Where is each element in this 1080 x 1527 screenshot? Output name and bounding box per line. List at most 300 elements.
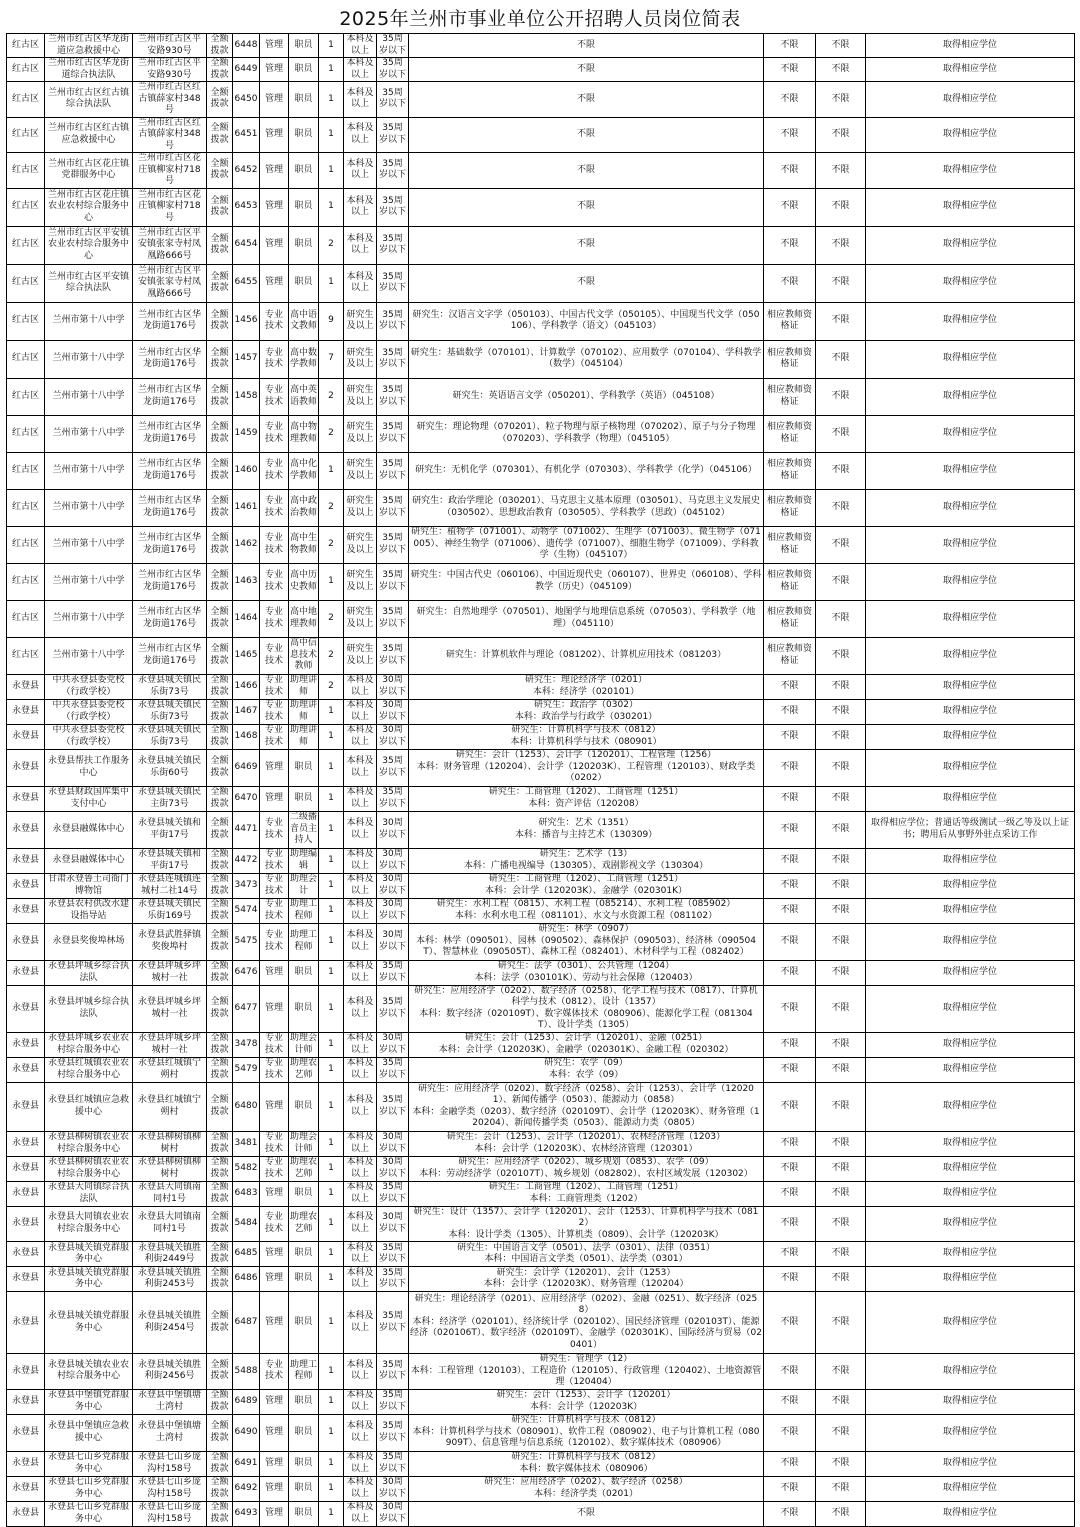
post-name-cell: 助理农艺师 <box>289 1206 319 1242</box>
count-cell: 1 <box>319 1476 344 1501</box>
requirement-cell: 研究生：政治学理论（030201）、马克思主义基本原理（030501）、马克思主义发展史（030502）、思想政治教育（030505）、学科教学（思政）（045102） <box>409 489 764 526</box>
post-type-cell: 管理 <box>260 1414 289 1451</box>
district-cell: 红古区 <box>7 340 45 378</box>
address-cell: 永登县中堡镇塘土湾村 <box>133 1389 207 1414</box>
post-type-cell: 专业技术 <box>260 378 289 415</box>
table-row <box>7 34 1075 58</box>
post-type-cell: 管理 <box>260 34 289 58</box>
district-cell: 永登县 <box>7 1501 45 1526</box>
funding-cell: 全额拨款 <box>207 1267 233 1292</box>
note-cell: 取得相应学位 <box>866 1131 1075 1156</box>
education-cell: 本科及以上 <box>344 117 377 153</box>
address-cell: 兰州市红古区华龙街道176号 <box>133 340 207 378</box>
age-cell: 30周岁以下 <box>377 1032 409 1057</box>
unit-cell: 兰州市第十八中学 <box>45 600 133 637</box>
table-row <box>7 724 1075 749</box>
address-cell: 兰州市红古区华龙街道176号 <box>133 563 207 600</box>
certificate-cell: 不限 <box>764 786 816 811</box>
age-cell: 35周岁以下 <box>377 526 409 563</box>
funding-cell: 全额拨款 <box>207 1181 233 1206</box>
post-code-cell: 5479 <box>233 1057 260 1082</box>
funding-cell: 全额拨款 <box>207 34 233 58</box>
post-code-cell: 1464 <box>233 600 260 637</box>
requirement-cell: 不限 <box>409 1501 764 1526</box>
address-cell: 永登县红城镇宁朔村 <box>133 1082 207 1131</box>
note-cell: 取得相应学位 <box>866 58 1075 82</box>
address-cell: 永登县柳树镇柳树村 <box>133 1156 207 1181</box>
age-cell: 35周岁以下 <box>377 563 409 600</box>
unit-cell: 兰州市红古区华龙街道综合执法队 <box>45 58 133 82</box>
age-cell: 35周岁以下 <box>377 302 409 340</box>
count-cell: 7 <box>319 340 344 378</box>
certificate-cell: 不限 <box>764 1451 816 1476</box>
address-cell: 永登县城关镇和平街17号 <box>133 811 207 848</box>
post-code-cell: 5475 <box>233 923 260 960</box>
post-name-cell: 职员 <box>289 786 319 811</box>
certificate-cell: 不限 <box>764 1082 816 1131</box>
requirement-cell: 研究生：艺术学（13） 本科：广播电视编导（130305）、戏剧影视文学（130304） <box>409 848 764 873</box>
table-row <box>7 699 1075 724</box>
other-cell: 不限 <box>816 674 866 699</box>
district-cell: 红古区 <box>7 34 45 58</box>
other-cell: 不限 <box>816 302 866 340</box>
post-type-cell: 专业技术 <box>260 489 289 526</box>
unit-cell: 兰州市第十八中学 <box>45 340 133 378</box>
address-cell: 永登县七山乡庞沟村158号 <box>133 1451 207 1476</box>
funding-cell: 全额拨款 <box>207 674 233 699</box>
table-row <box>7 563 1075 600</box>
certificate-cell: 不限 <box>764 1032 816 1057</box>
requirement-cell: 研究生：英语语言文学（050201）、学科教学（英语）（045108） <box>409 378 764 415</box>
district-cell: 红古区 <box>7 378 45 415</box>
post-name-cell: 职员 <box>289 153 319 189</box>
post-type-cell: 管理 <box>260 117 289 153</box>
post-name-cell: 职员 <box>289 58 319 82</box>
unit-cell: 中共永登县委党校（行政学校） <box>45 724 133 749</box>
funding-cell: 全额拨款 <box>207 1414 233 1451</box>
certificate-cell: 相应教师资格证 <box>764 637 816 674</box>
post-name-cell: 高中信息技术教师 <box>289 637 319 674</box>
count-cell: 2 <box>319 600 344 637</box>
age-cell: 35周岁以下 <box>377 340 409 378</box>
note-cell: 取得相应学位 <box>866 1451 1075 1476</box>
post-type-cell: 专业技术 <box>260 526 289 563</box>
address-cell: 兰州市红古区平安路930号 <box>133 58 207 82</box>
district-cell: 永登县 <box>7 1156 45 1181</box>
certificate-cell: 不限 <box>764 873 816 898</box>
district-cell: 永登县 <box>7 1451 45 1476</box>
address-cell: 永登县城关镇民乐街60号 <box>133 749 207 786</box>
table-row <box>7 749 1075 786</box>
funding-cell: 全额拨款 <box>207 749 233 786</box>
other-cell: 不限 <box>816 415 866 452</box>
note-cell: 取得相应学位 <box>866 674 1075 699</box>
post-name-cell: 助理工程师 <box>289 1354 319 1390</box>
certificate-cell: 不限 <box>764 1267 816 1292</box>
district-cell: 红古区 <box>7 563 45 600</box>
post-code-cell: 3481 <box>233 1131 260 1156</box>
age-cell: 35周岁以下 <box>377 153 409 189</box>
table-row <box>7 1206 1075 1242</box>
post-type-cell: 专业技术 <box>260 848 289 873</box>
age-cell: 35周岁以下 <box>377 117 409 153</box>
certificate-cell: 不限 <box>764 811 816 848</box>
other-cell: 不限 <box>816 1206 866 1242</box>
address-cell: 兰州市红古区平安路930号 <box>133 34 207 58</box>
unit-cell: 兰州市第十八中学 <box>45 302 133 340</box>
certificate-cell: 不限 <box>764 1414 816 1451</box>
address-cell: 永登县七山乡庞沟村158号 <box>133 1501 207 1526</box>
table-row <box>7 1082 1075 1131</box>
note-cell: 取得相应学位 <box>866 960 1075 985</box>
age-cell: 35周岁以下 <box>377 600 409 637</box>
requirement-cell: 不限 <box>409 153 764 189</box>
table-row <box>7 489 1075 526</box>
unit-cell: 兰州市第十八中学 <box>45 563 133 600</box>
funding-cell: 全额拨款 <box>207 724 233 749</box>
post-name-cell: 职员 <box>289 1242 319 1267</box>
other-cell: 不限 <box>816 34 866 58</box>
certificate-cell: 相应教师资格证 <box>764 415 816 452</box>
district-cell: 永登县 <box>7 1131 45 1156</box>
table-row <box>7 786 1075 811</box>
education-cell: 本科及以上 <box>344 1206 377 1242</box>
post-type-cell: 专业技术 <box>260 1354 289 1390</box>
post-name-cell: 职员 <box>289 117 319 153</box>
address-cell: 永登县柳树镇柳树村 <box>133 1131 207 1156</box>
table-row <box>7 960 1075 985</box>
funding-cell: 全额拨款 <box>207 786 233 811</box>
funding-cell: 全额拨款 <box>207 1389 233 1414</box>
other-cell: 不限 <box>816 749 866 786</box>
post-code-cell: 6455 <box>233 264 260 302</box>
certificate-cell: 相应教师资格证 <box>764 489 816 526</box>
funding-cell: 全额拨款 <box>207 153 233 189</box>
certificate-cell: 不限 <box>764 848 816 873</box>
post-code-cell: 6454 <box>233 226 260 264</box>
note-cell: 取得相应学位 <box>866 117 1075 153</box>
table-row <box>7 985 1075 1032</box>
post-type-cell: 管理 <box>260 1501 289 1526</box>
funding-cell: 全额拨款 <box>207 848 233 873</box>
certificate-cell: 不限 <box>764 188 816 226</box>
education-cell: 本科及以上 <box>344 960 377 985</box>
post-type-cell: 管理 <box>260 226 289 264</box>
requirement-cell: 研究生：会计（1253）、会计学（120201） 本科：会计学（120203K） <box>409 1389 764 1414</box>
district-cell: 永登县 <box>7 1057 45 1082</box>
post-code-cell: 6451 <box>233 117 260 153</box>
requirement-cell: 研究生：水利工程（0815）、水利工程（085214）、水利工程（085902） 本科：水利水电工程（081101）、水文与水资源工程（081102） <box>409 898 764 923</box>
address-cell: 永登县城关镇民乐街73号 <box>133 724 207 749</box>
funding-cell: 全额拨款 <box>207 1242 233 1267</box>
post-code-cell: 1461 <box>233 489 260 526</box>
district-cell: 永登县 <box>7 960 45 985</box>
count-cell: 1 <box>319 1181 344 1206</box>
age-cell: 30周岁以下 <box>377 1476 409 1501</box>
post-type-cell: 专业技术 <box>260 873 289 898</box>
education-cell: 本科及以上 <box>344 1032 377 1057</box>
count-cell: 1 <box>319 58 344 82</box>
unit-cell: 中共永登县委党校（行政学校） <box>45 699 133 724</box>
certificate-cell: 相应教师资格证 <box>764 302 816 340</box>
post-code-cell: 6470 <box>233 786 260 811</box>
table-row <box>7 452 1075 489</box>
table-row <box>7 873 1075 898</box>
education-cell: 本科及以上 <box>344 699 377 724</box>
age-cell: 30周岁以下 <box>377 674 409 699</box>
education-cell: 本科及以上 <box>344 848 377 873</box>
positions-table-body <box>7 34 1075 1527</box>
address-cell: 永登县城关镇胜利街2453号 <box>133 1267 207 1292</box>
funding-cell: 全额拨款 <box>207 873 233 898</box>
district-cell: 永登县 <box>7 1389 45 1414</box>
note-cell: 取得相应学位 <box>866 526 1075 563</box>
funding-cell: 全额拨款 <box>207 1057 233 1082</box>
requirement-cell: 研究生：会计（1253）、会计学（120201）、工程管理（1256） 本科：财务管理（120204）、会计学（120203K）、工程管理（120103）、财政学类（0202） <box>409 749 764 786</box>
note-cell: 取得相应学位 <box>866 724 1075 749</box>
unit-cell: 永登县柳树镇农业农村综合服务中心 <box>45 1156 133 1181</box>
unit-cell: 永登县七山乡党群服务中心 <box>45 1476 133 1501</box>
count-cell: 1 <box>319 873 344 898</box>
address-cell: 永登县城关镇民乐街169号 <box>133 898 207 923</box>
count-cell: 1 <box>319 1057 344 1082</box>
post-code-cell: 6453 <box>233 188 260 226</box>
count-cell: 2 <box>319 415 344 452</box>
education-cell: 本科及以上 <box>344 1156 377 1181</box>
table-row <box>7 1389 1075 1414</box>
education-cell: 本科及以上 <box>344 264 377 302</box>
unit-cell: 兰州市第十八中学 <box>45 378 133 415</box>
note-cell: 取得相应学位 <box>866 1267 1075 1292</box>
requirement-cell: 研究生：无机化学（070301）、有机化学（070303）、学科教学（化学）（045106） <box>409 452 764 489</box>
other-cell: 不限 <box>816 1032 866 1057</box>
requirement-cell: 研究生：法学（0301）、公共管理（1204） 本科：法学（030101K）、劳动与社会保障（120403） <box>409 960 764 985</box>
post-code-cell: 6477 <box>233 985 260 1032</box>
post-type-cell: 专业技术 <box>260 923 289 960</box>
requirement-cell: 研究生：中国古代史（060106）、中国近现代史（060107）、世界史（060108）、学科教学（历史）（045109） <box>409 563 764 600</box>
other-cell: 不限 <box>816 1389 866 1414</box>
other-cell: 不限 <box>816 724 866 749</box>
certificate-cell: 相应教师资格证 <box>764 526 816 563</box>
unit-cell: 永登县中堡镇党群服务中心 <box>45 1389 133 1414</box>
unit-cell: 永登县红城镇农业农村综合服务中心 <box>45 1057 133 1082</box>
funding-cell: 全额拨款 <box>207 415 233 452</box>
education-cell: 本科及以上 <box>344 34 377 58</box>
district-cell: 红古区 <box>7 188 45 226</box>
education-cell: 本科及以上 <box>344 188 377 226</box>
other-cell: 不限 <box>816 1414 866 1451</box>
post-name-cell: 高中英语教师 <box>289 378 319 415</box>
certificate-cell: 不限 <box>764 264 816 302</box>
table-row <box>7 1451 1075 1476</box>
table-row <box>7 188 1075 226</box>
funding-cell: 全额拨款 <box>207 637 233 674</box>
post-name-cell: 高中化学教师 <box>289 452 319 489</box>
table-row <box>7 1032 1075 1057</box>
note-cell: 取得相应学位 <box>866 1156 1075 1181</box>
age-cell: 35周岁以下 <box>377 58 409 82</box>
age-cell: 35周岁以下 <box>377 415 409 452</box>
requirement-cell: 研究生：工商管理（1202）、工商管理（1251） 本科：会计学（120203K）、金融学（020301K） <box>409 873 764 898</box>
requirement-cell: 不限 <box>409 58 764 82</box>
other-cell: 不限 <box>816 563 866 600</box>
count-cell: 1 <box>319 1501 344 1526</box>
requirement-cell: 研究生：计算机科学与技术（0812） 本科：数字媒体技术（080906） <box>409 1451 764 1476</box>
requirement-cell: 不限 <box>409 82 764 118</box>
note-cell: 取得相应学位 <box>866 1057 1075 1082</box>
note-cell: 取得相应学位 <box>866 415 1075 452</box>
district-cell: 红古区 <box>7 153 45 189</box>
note-cell: 取得相应学位 <box>866 1414 1075 1451</box>
age-cell: 30周岁以下 <box>377 848 409 873</box>
post-code-cell: 6490 <box>233 1414 260 1451</box>
note-cell: 取得相应学位 <box>866 699 1075 724</box>
education-cell: 研究生及以上 <box>344 637 377 674</box>
table-row <box>7 58 1075 82</box>
note-cell: 取得相应学位 <box>866 923 1075 960</box>
funding-cell: 全额拨款 <box>207 226 233 264</box>
district-cell: 红古区 <box>7 264 45 302</box>
certificate-cell: 不限 <box>764 1156 816 1181</box>
post-type-cell: 管理 <box>260 264 289 302</box>
funding-cell: 全额拨款 <box>207 898 233 923</box>
post-code-cell: 6491 <box>233 1451 260 1476</box>
post-code-cell: 5482 <box>233 1156 260 1181</box>
education-cell: 本科及以上 <box>344 1181 377 1206</box>
unit-cell: 兰州市第十八中学 <box>45 489 133 526</box>
post-type-cell: 专业技术 <box>260 1131 289 1156</box>
certificate-cell: 不限 <box>764 1131 816 1156</box>
requirement-cell: 研究生：艺术（1351） 本科：播音与主持艺术（130309） <box>409 811 764 848</box>
table-row <box>7 1181 1075 1206</box>
address-cell: 兰州市红古区平安镇张家寺村凤凰路666号 <box>133 226 207 264</box>
count-cell: 2 <box>319 526 344 563</box>
count-cell: 1 <box>319 1206 344 1242</box>
page-title: 2025年兰州市事业单位公开招聘人员岗位简表 <box>339 8 741 30</box>
count-cell: 1 <box>319 1451 344 1476</box>
table-row <box>7 1501 1075 1526</box>
requirement-cell: 研究生：汉语言文字学（050103）、中国古代文学（050105）、中国现当代文学（050106）、学科教学（语文）（045103） <box>409 302 764 340</box>
table-row <box>7 811 1075 848</box>
district-cell: 红古区 <box>7 526 45 563</box>
education-cell: 本科及以上 <box>344 1057 377 1082</box>
post-name-cell: 职员 <box>289 1292 319 1354</box>
other-cell: 不限 <box>816 188 866 226</box>
other-cell: 不限 <box>816 985 866 1032</box>
note-cell: 取得相应学位 <box>866 1032 1075 1057</box>
education-cell: 研究生及以上 <box>344 489 377 526</box>
address-cell: 永登县城关镇胜利街2449号 <box>133 1242 207 1267</box>
post-code-cell: 6469 <box>233 749 260 786</box>
count-cell: 1 <box>319 786 344 811</box>
certificate-cell: 不限 <box>764 960 816 985</box>
note-cell: 取得相应学位 <box>866 898 1075 923</box>
note-cell: 取得相应学位 <box>866 188 1075 226</box>
unit-cell: 永登县城关镇党群服务中心 <box>45 1292 133 1354</box>
other-cell: 不限 <box>816 1181 866 1206</box>
unit-cell: 兰州市第十八中学 <box>45 452 133 489</box>
post-code-cell: 1457 <box>233 340 260 378</box>
post-type-cell: 管理 <box>260 1476 289 1501</box>
address-cell: 永登县大同镇南同村1号 <box>133 1181 207 1206</box>
education-cell: 本科及以上 <box>344 1131 377 1156</box>
unit-cell: 永登县坪城乡综合执法队 <box>45 960 133 985</box>
funding-cell: 全额拨款 <box>207 1082 233 1131</box>
address-cell: 兰州市红古区花庄镇柳家村718号 <box>133 153 207 189</box>
other-cell: 不限 <box>816 1476 866 1501</box>
note-cell: 取得相应学位 <box>866 82 1075 118</box>
funding-cell: 全额拨款 <box>207 188 233 226</box>
address-cell: 永登县城关镇民乐街73号 <box>133 674 207 699</box>
post-name-cell: 高中政治教师 <box>289 489 319 526</box>
age-cell: 35周岁以下 <box>377 452 409 489</box>
age-cell: 35周岁以下 <box>377 1082 409 1131</box>
age-cell: 30周岁以下 <box>377 699 409 724</box>
post-type-cell: 专业技术 <box>260 811 289 848</box>
district-cell: 永登县 <box>7 985 45 1032</box>
certificate-cell: 不限 <box>764 674 816 699</box>
note-cell: 取得相应学位 <box>866 563 1075 600</box>
unit-cell: 兰州市红古区红古镇综合执法队 <box>45 82 133 118</box>
age-cell: 35周岁以下 <box>377 1292 409 1354</box>
other-cell: 不限 <box>816 1501 866 1526</box>
age-cell: 35周岁以下 <box>377 34 409 58</box>
post-name-cell: 职员 <box>289 1267 319 1292</box>
unit-cell: 永登县帮扶工作服务中心 <box>45 749 133 786</box>
certificate-cell: 不限 <box>764 1181 816 1206</box>
address-cell: 兰州市红古区华龙街道176号 <box>133 600 207 637</box>
table-row <box>7 117 1075 153</box>
requirement-cell: 研究生：计算机软件与理论（081202）、计算机应用技术（081203） <box>409 637 764 674</box>
education-cell: 研究生及以上 <box>344 340 377 378</box>
post-type-cell: 管理 <box>260 1451 289 1476</box>
post-code-cell: 1458 <box>233 378 260 415</box>
age-cell: 35周岁以下 <box>377 786 409 811</box>
post-type-cell: 管理 <box>260 1082 289 1131</box>
requirement-cell: 研究生：管理学（12） 本科：工程管理（120103）、工程造价（120105）、行政管理（120402）、土地资源管理（120404） <box>409 1354 764 1390</box>
district-cell: 红古区 <box>7 600 45 637</box>
address-cell: 永登县城关镇民主街73号 <box>133 786 207 811</box>
certificate-cell: 不限 <box>764 1242 816 1267</box>
age-cell: 35周岁以下 <box>377 1057 409 1082</box>
certificate-cell: 相应教师资格证 <box>764 340 816 378</box>
district-cell: 永登县 <box>7 1476 45 1501</box>
address-cell: 永登县中堡镇塘土湾村 <box>133 1414 207 1451</box>
post-type-cell: 专业技术 <box>260 340 289 378</box>
post-type-cell: 管理 <box>260 188 289 226</box>
other-cell: 不限 <box>816 873 866 898</box>
post-code-cell: 1465 <box>233 637 260 674</box>
certificate-cell: 不限 <box>764 1476 816 1501</box>
education-cell: 本科及以上 <box>344 1389 377 1414</box>
unit-cell: 永登县红城镇应急救援中心 <box>45 1082 133 1131</box>
district-cell: 红古区 <box>7 82 45 118</box>
education-cell: 研究生及以上 <box>344 526 377 563</box>
other-cell: 不限 <box>816 117 866 153</box>
age-cell: 30周岁以下 <box>377 1206 409 1242</box>
requirement-cell: 研究生：会计学（120201）、会计（1253） 本科：会计学（120203K）、财务管理（120204） <box>409 1267 764 1292</box>
post-type-cell: 专业技术 <box>260 699 289 724</box>
table-row <box>7 378 1075 415</box>
post-type-cell: 管理 <box>260 153 289 189</box>
age-cell: 35周岁以下 <box>377 960 409 985</box>
count-cell: 1 <box>319 1242 344 1267</box>
funding-cell: 全额拨款 <box>207 489 233 526</box>
other-cell: 不限 <box>816 378 866 415</box>
education-cell: 研究生及以上 <box>344 415 377 452</box>
table-row <box>7 1057 1075 1082</box>
post-type-cell: 管理 <box>260 1389 289 1414</box>
